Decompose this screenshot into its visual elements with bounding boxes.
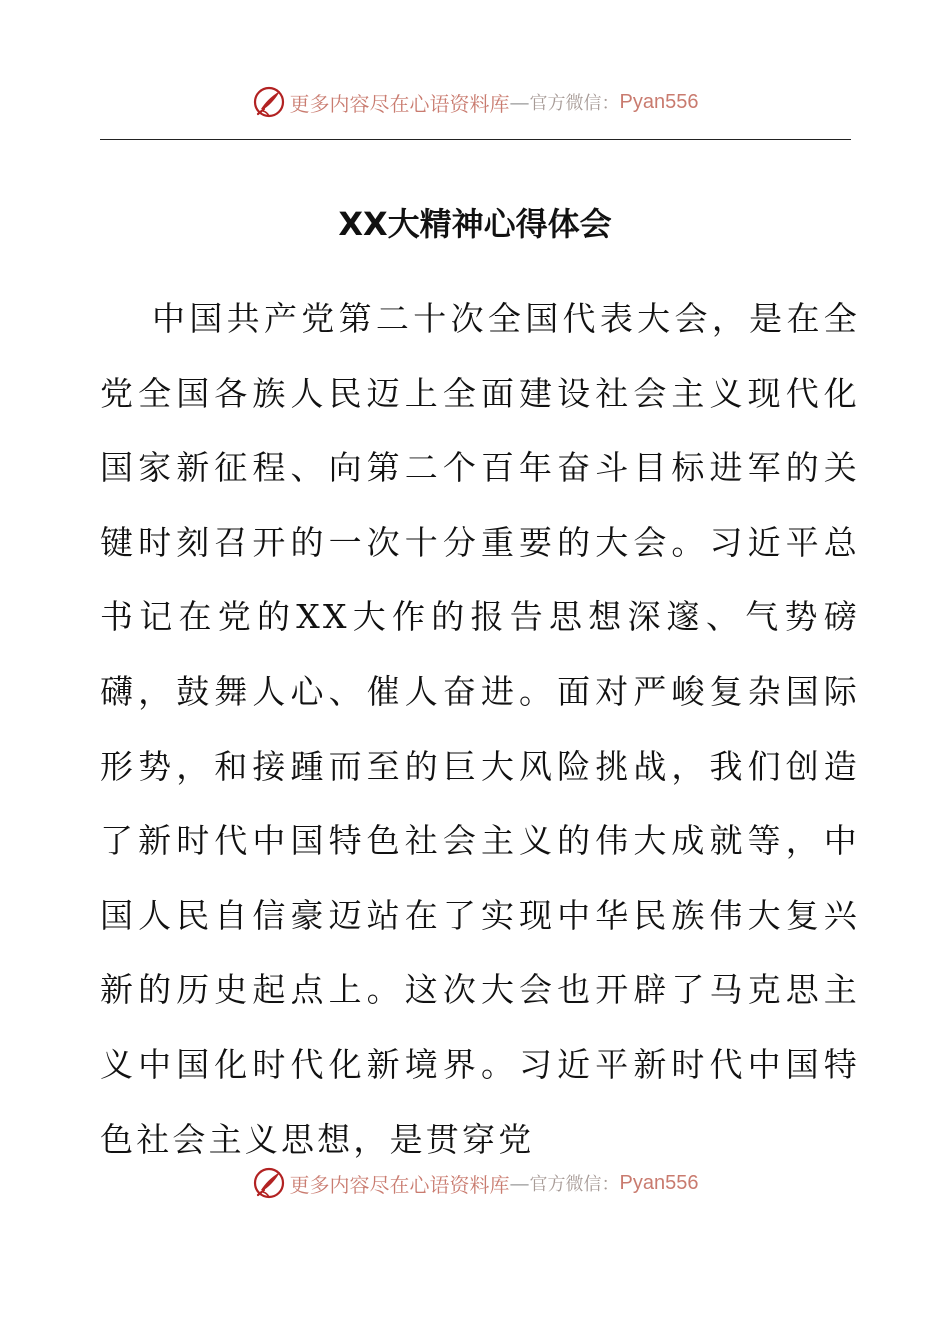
page-header	[0, 82, 950, 122]
header-divider	[100, 139, 851, 140]
quill-pen-logo-icon	[252, 85, 286, 119]
quill-pen-logo-icon	[252, 1166, 286, 1200]
wechat-id: Pyan556	[619, 90, 699, 113]
brand-separator: —	[509, 1171, 530, 1195]
wechat-label: 官方微信：	[529, 1174, 620, 1195]
wechat-label: 官方微信：	[529, 93, 620, 114]
brand-name: 更多内容尽在心语资料库	[289, 91, 510, 116]
wechat-id: Pyan556	[619, 1171, 699, 1194]
brand-separator: —	[509, 90, 530, 114]
brand-name: 更多内容尽在心语资料库	[289, 1172, 510, 1197]
document-title: XX大精神心得体会	[338, 205, 612, 243]
body-paragraph: 中国共产党第二十次全国代表大会，是在全党全国各族人民迈上全面建设社会主义现代化国家新征程、向第二个百年奋斗目标进军的关键时刻召开的一次十分重要的大会。习近平总书记在党的XX大作的报告思想深邃、气势磅礴，鼓舞人心、催人奋进。面对严峻复杂国际形势，和接踵而至的巨大风险挑战，我们创造了新时代中国特色社会主义的伟大成就等，中国人民自信豪迈站在了实现中华民族伟大复兴新的历史起点上。这次大会也开辟了马克思主义中国化时代化新境界。习近平新时代中国特色社会主义思想，是贯穿党	[100, 299, 860, 1159]
page-footer	[0, 1163, 950, 1203]
